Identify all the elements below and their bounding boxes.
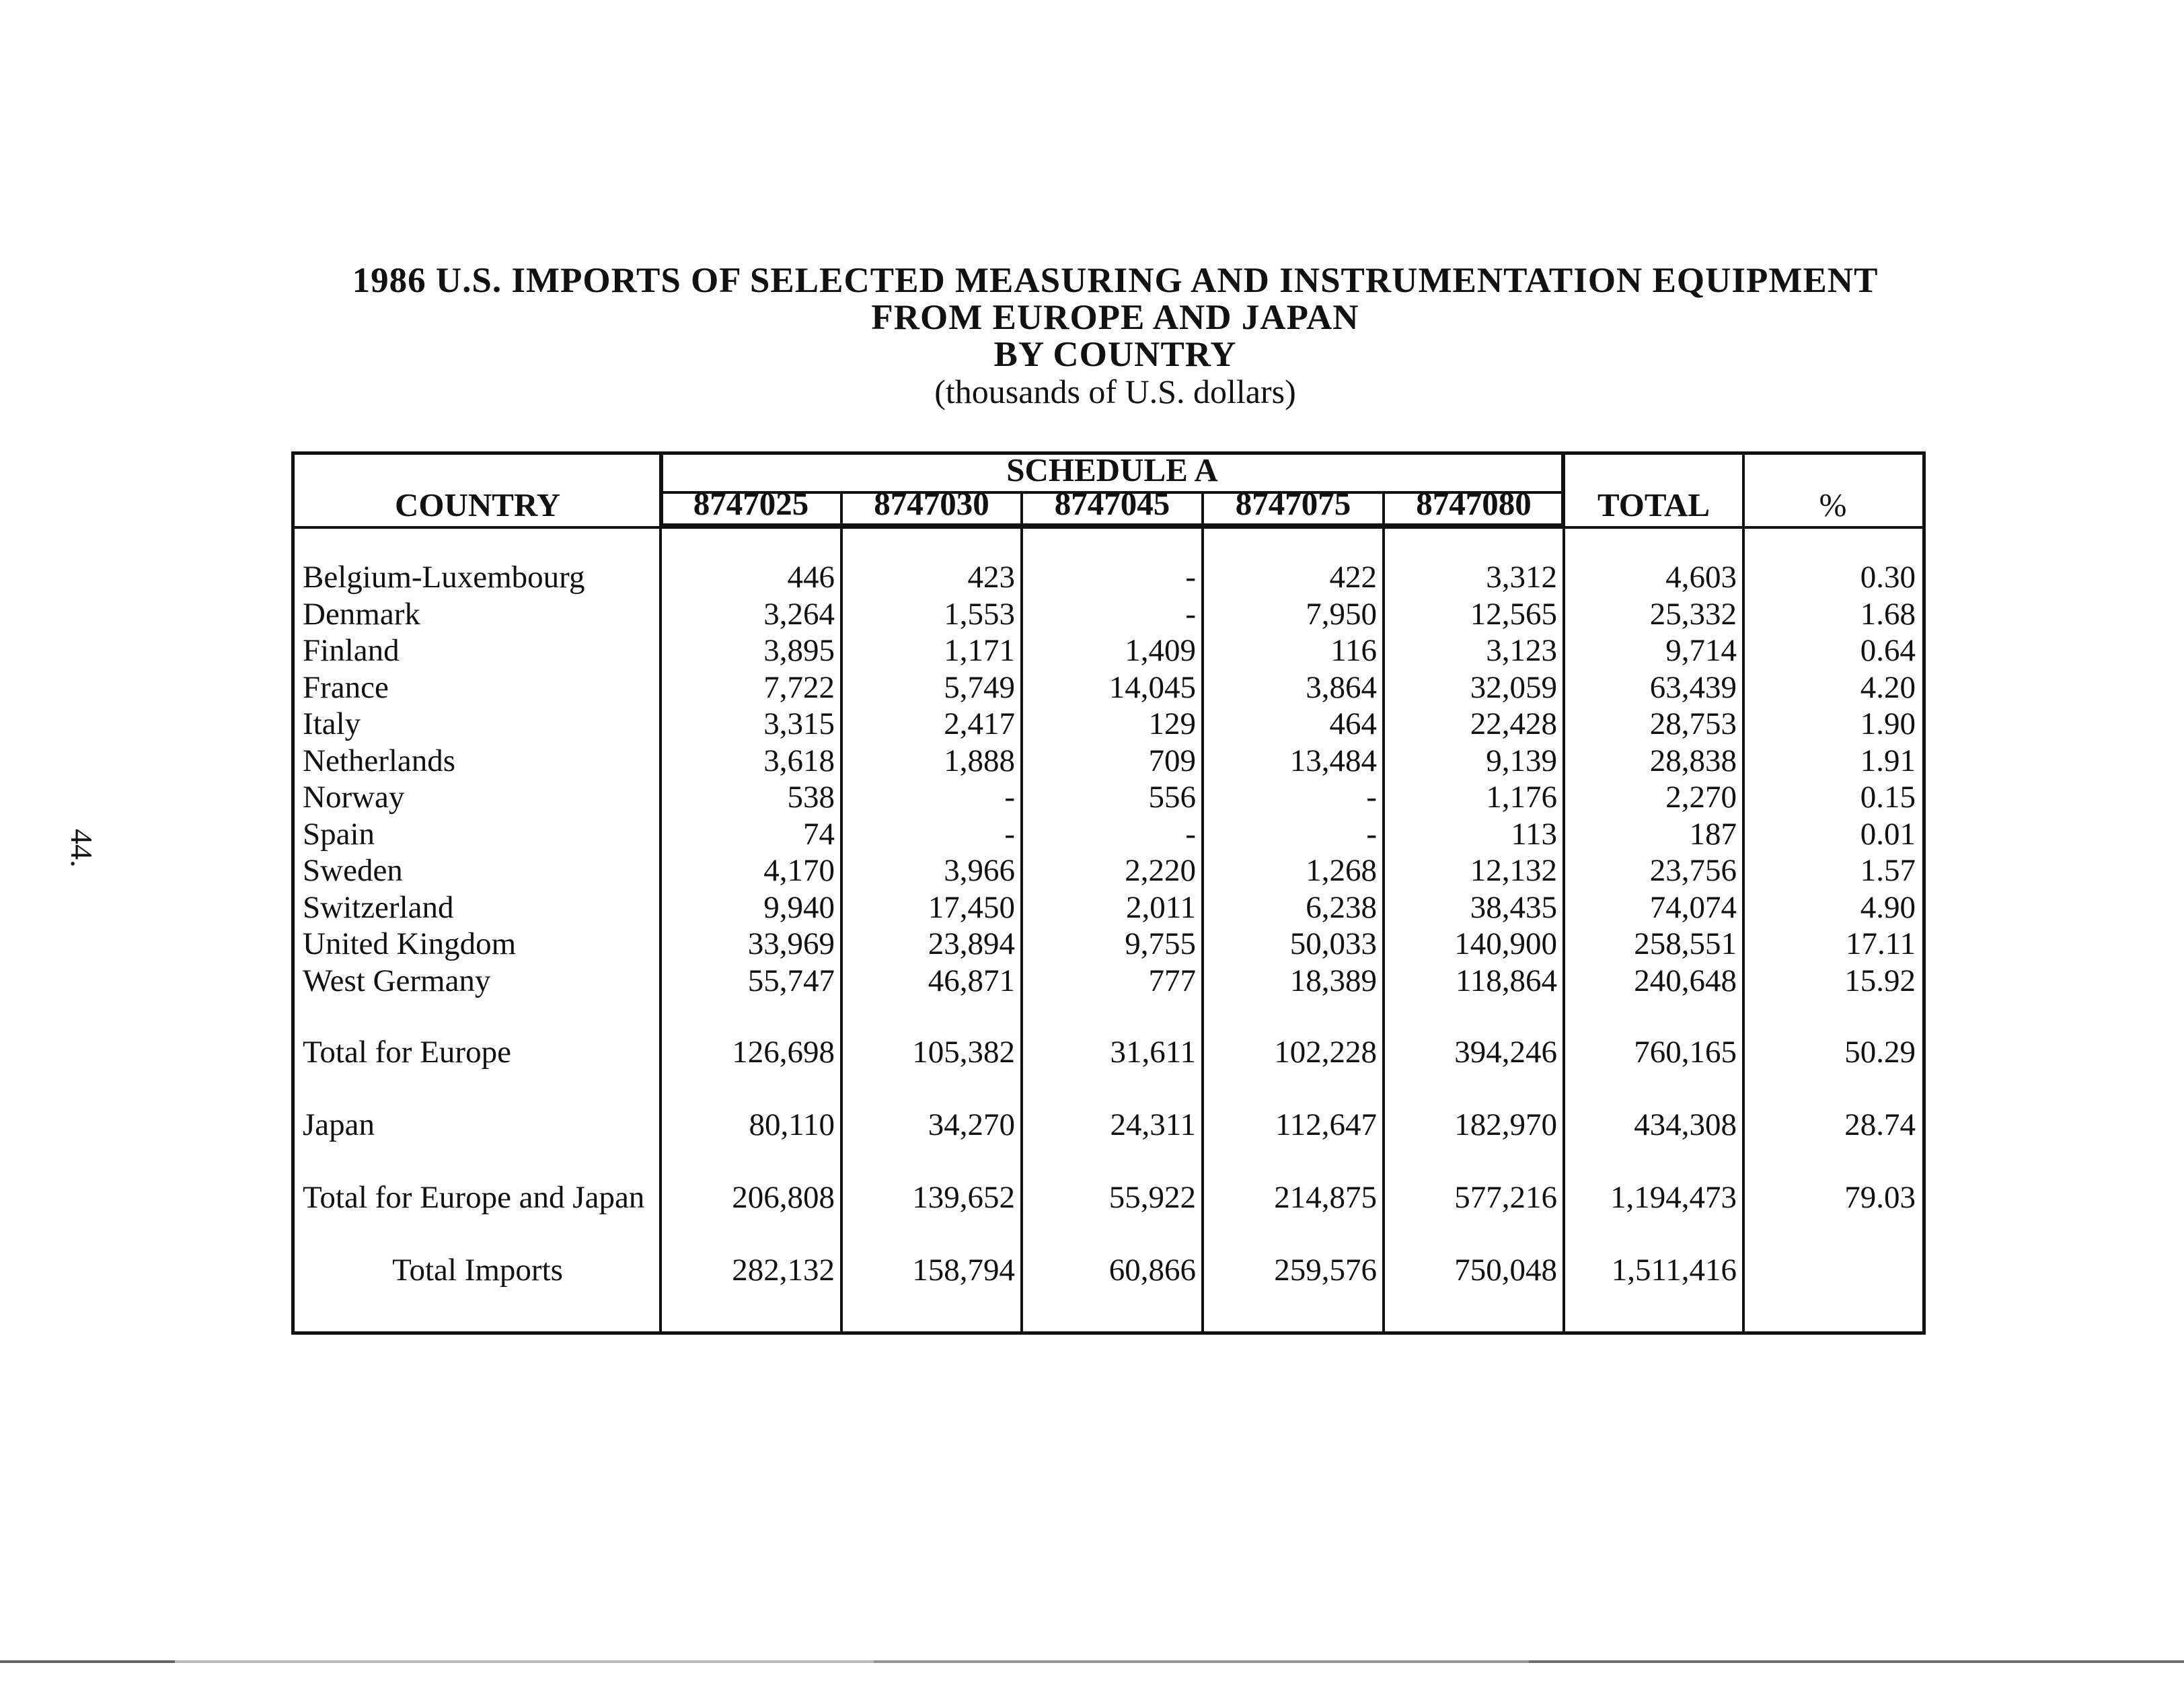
row-value: 7,722 [763,669,835,705]
row-percent: 1.91 [1860,743,1916,778]
row-country: France [303,669,389,705]
country-header: COUNTRY [394,486,560,523]
row-value: 23,894 [928,926,1015,961]
row-percent: 0.64 [1860,633,1916,668]
row-value: 1,171 [944,633,1015,668]
row-value: 6,238 [1306,889,1377,925]
page-number: 44. [65,829,99,868]
row-value: 446 [787,560,835,595]
row-country: Finland [303,633,400,668]
row-value: 55,747 [747,963,835,998]
row-value: 13,484 [1289,743,1377,778]
row-total: 240,648 [1634,963,1737,998]
row-total: 28,838 [1649,743,1737,778]
row-total: 4,603 [1665,560,1737,595]
row-value: 750,048 [1454,1253,1557,1288]
row-value: 464 [1329,706,1377,741]
row-total: 28,753 [1649,706,1737,741]
row-percent: 28.74 [1844,1107,1916,1142]
row-value: 118,864 [1455,963,1557,998]
row-value: 214,875 [1274,1180,1377,1215]
row-value: 1,553 [944,596,1015,632]
row-country: Japan [303,1107,375,1142]
row-value: 282,132 [732,1253,835,1288]
title-line-2: FROM EUROPE AND JAPAN [871,298,1359,337]
row-value: 423 [967,560,1015,595]
percent-header: % [1819,486,1847,523]
row-country: Denmark [303,596,420,632]
row-value: 556 [1148,780,1196,815]
row-value: 24,311 [1110,1107,1196,1142]
subtitle: (thousands of U.S. dollars) [934,373,1296,410]
row-value: 3,618 [763,743,835,778]
row-total: 258,551 [1634,926,1737,961]
row-value: 102,228 [1274,1035,1377,1070]
row-total: 760,165 [1634,1035,1737,1070]
row-value: 80,110 [749,1107,835,1142]
row-country: Switzerland [303,889,454,925]
row-value: 139,652 [912,1180,1015,1215]
header-rule [295,526,1922,529]
row-value: - [1185,816,1196,852]
row-value: 7,950 [1306,596,1377,632]
row-value: 5,749 [944,669,1015,705]
title-line-1: 1986 U.S. IMPORTS OF SELECTED MEASURING AND INSTRUMENTATION EQUIPMENT [352,261,1879,300]
row-country: Total for Europe [303,1035,511,1070]
row-value: 2,417 [944,706,1015,741]
row-value: 2,220 [1125,853,1196,888]
row-value: 18,389 [1289,963,1377,998]
row-value: 17,450 [928,889,1015,925]
code-header: 8747030 [874,485,989,522]
row-value: 3,264 [763,596,835,632]
row-value: 206,808 [732,1180,835,1215]
row-total: 1,511,416 [1611,1253,1737,1288]
row-country: Total for Europe and Japan [303,1180,645,1215]
row-percent: 0.15 [1860,780,1916,815]
row-value: 1,888 [944,743,1015,778]
row-country: Total Imports [392,1253,563,1288]
row-country: Sweden [303,853,403,888]
row-value: 3,864 [1306,669,1377,705]
row-country: West Germany [303,963,491,998]
row-total: 25,332 [1649,596,1737,632]
row-country: Spain [303,816,375,852]
row-country: Belgium-Luxembourg [303,560,585,595]
row-value: 182,970 [1454,1107,1557,1142]
row-total: 9,714 [1665,633,1737,668]
row-percent: 4.90 [1860,889,1916,925]
row-country: Italy [303,706,361,741]
row-percent: 4.20 [1860,669,1916,705]
row-percent: 0.30 [1860,560,1916,595]
row-total: 2,270 [1665,780,1737,815]
row-value: 55,922 [1108,1180,1196,1215]
row-percent: 50.29 [1844,1035,1916,1070]
row-value: 50,033 [1289,926,1377,961]
row-percent: 1.68 [1860,596,1916,632]
row-total: 63,439 [1649,669,1737,705]
row-value: 105,382 [912,1035,1015,1070]
row-value: - [1366,816,1377,852]
row-value: 2,011 [1125,889,1196,925]
row-value: 12,132 [1470,853,1557,888]
row-percent: 15.92 [1844,963,1916,998]
row-value: 9,755 [1125,926,1196,961]
row-value: 709 [1148,743,1196,778]
row-value: 31,611 [1110,1035,1196,1070]
row-value: 140,900 [1454,926,1557,961]
row-country: Netherlands [303,743,456,778]
row-value: 422 [1329,560,1377,595]
row-value: 394,246 [1454,1035,1557,1070]
row-value: 112,647 [1275,1107,1377,1142]
row-total: 434,308 [1634,1107,1737,1142]
row-value: 33,969 [747,926,835,961]
row-value: 577,216 [1454,1180,1557,1215]
row-value: 3,315 [763,706,835,741]
row-value: - [1185,596,1196,632]
row-value: 3,123 [1486,633,1557,668]
row-value: 3,966 [944,853,1015,888]
row-value: 32,059 [1470,669,1557,705]
row-value: 126,698 [732,1035,835,1070]
row-country: Norway [303,780,405,815]
row-percent: 79.03 [1844,1180,1916,1215]
row-value: 777 [1148,963,1196,998]
row-value: 113 [1511,816,1557,852]
row-value: 22,428 [1470,706,1557,741]
row-value: 46,871 [928,963,1015,998]
row-value: 74 [803,816,835,852]
row-value: 9,139 [1486,743,1557,778]
row-total: 187 [1689,816,1737,852]
row-value: 1,409 [1125,633,1196,668]
imports-table [291,451,1926,1335]
row-percent: 1.57 [1860,853,1916,888]
row-value: - [1185,560,1196,595]
row-value: 1,268 [1306,853,1377,888]
row-value: 38,435 [1470,889,1557,925]
row-total: 23,756 [1649,853,1737,888]
scan-bottom-rule [0,1660,2184,1663]
row-value: 12,565 [1470,596,1557,632]
row-value: 60,866 [1108,1253,1196,1288]
row-value: 34,270 [928,1107,1015,1142]
row-percent: 1.90 [1860,706,1916,741]
row-value: 116 [1330,633,1377,668]
row-value: - [1004,816,1015,852]
schedule-a-header: SCHEDULE A [1006,451,1218,488]
row-value: - [1004,780,1015,815]
row-value: - [1366,780,1377,815]
title-line-3: BY COUNTRY [993,335,1237,374]
row-total: 1,194,473 [1610,1180,1737,1215]
row-value: 259,576 [1274,1253,1377,1288]
code-header: 8747075 [1235,485,1351,522]
code-header: 8747045 [1054,485,1170,522]
row-value: 1,176 [1486,780,1557,815]
row-value: 3,895 [763,633,835,668]
row-value: 538 [787,780,835,815]
row-country: United Kingdom [303,926,517,961]
row-value: 129 [1148,706,1196,741]
row-total: 74,074 [1649,889,1737,925]
total-header: TOTAL [1597,486,1710,523]
code-header: 8747025 [693,485,809,522]
row-percent: 17.11 [1845,926,1916,961]
row-value: 4,170 [763,853,835,888]
row-value: 14,045 [1108,669,1196,705]
row-value: 3,312 [1486,560,1557,595]
code-header: 8747080 [1416,485,1532,522]
row-percent: 0.01 [1860,816,1916,852]
row-value: 9,940 [763,889,835,925]
row-value: 158,794 [912,1253,1015,1288]
